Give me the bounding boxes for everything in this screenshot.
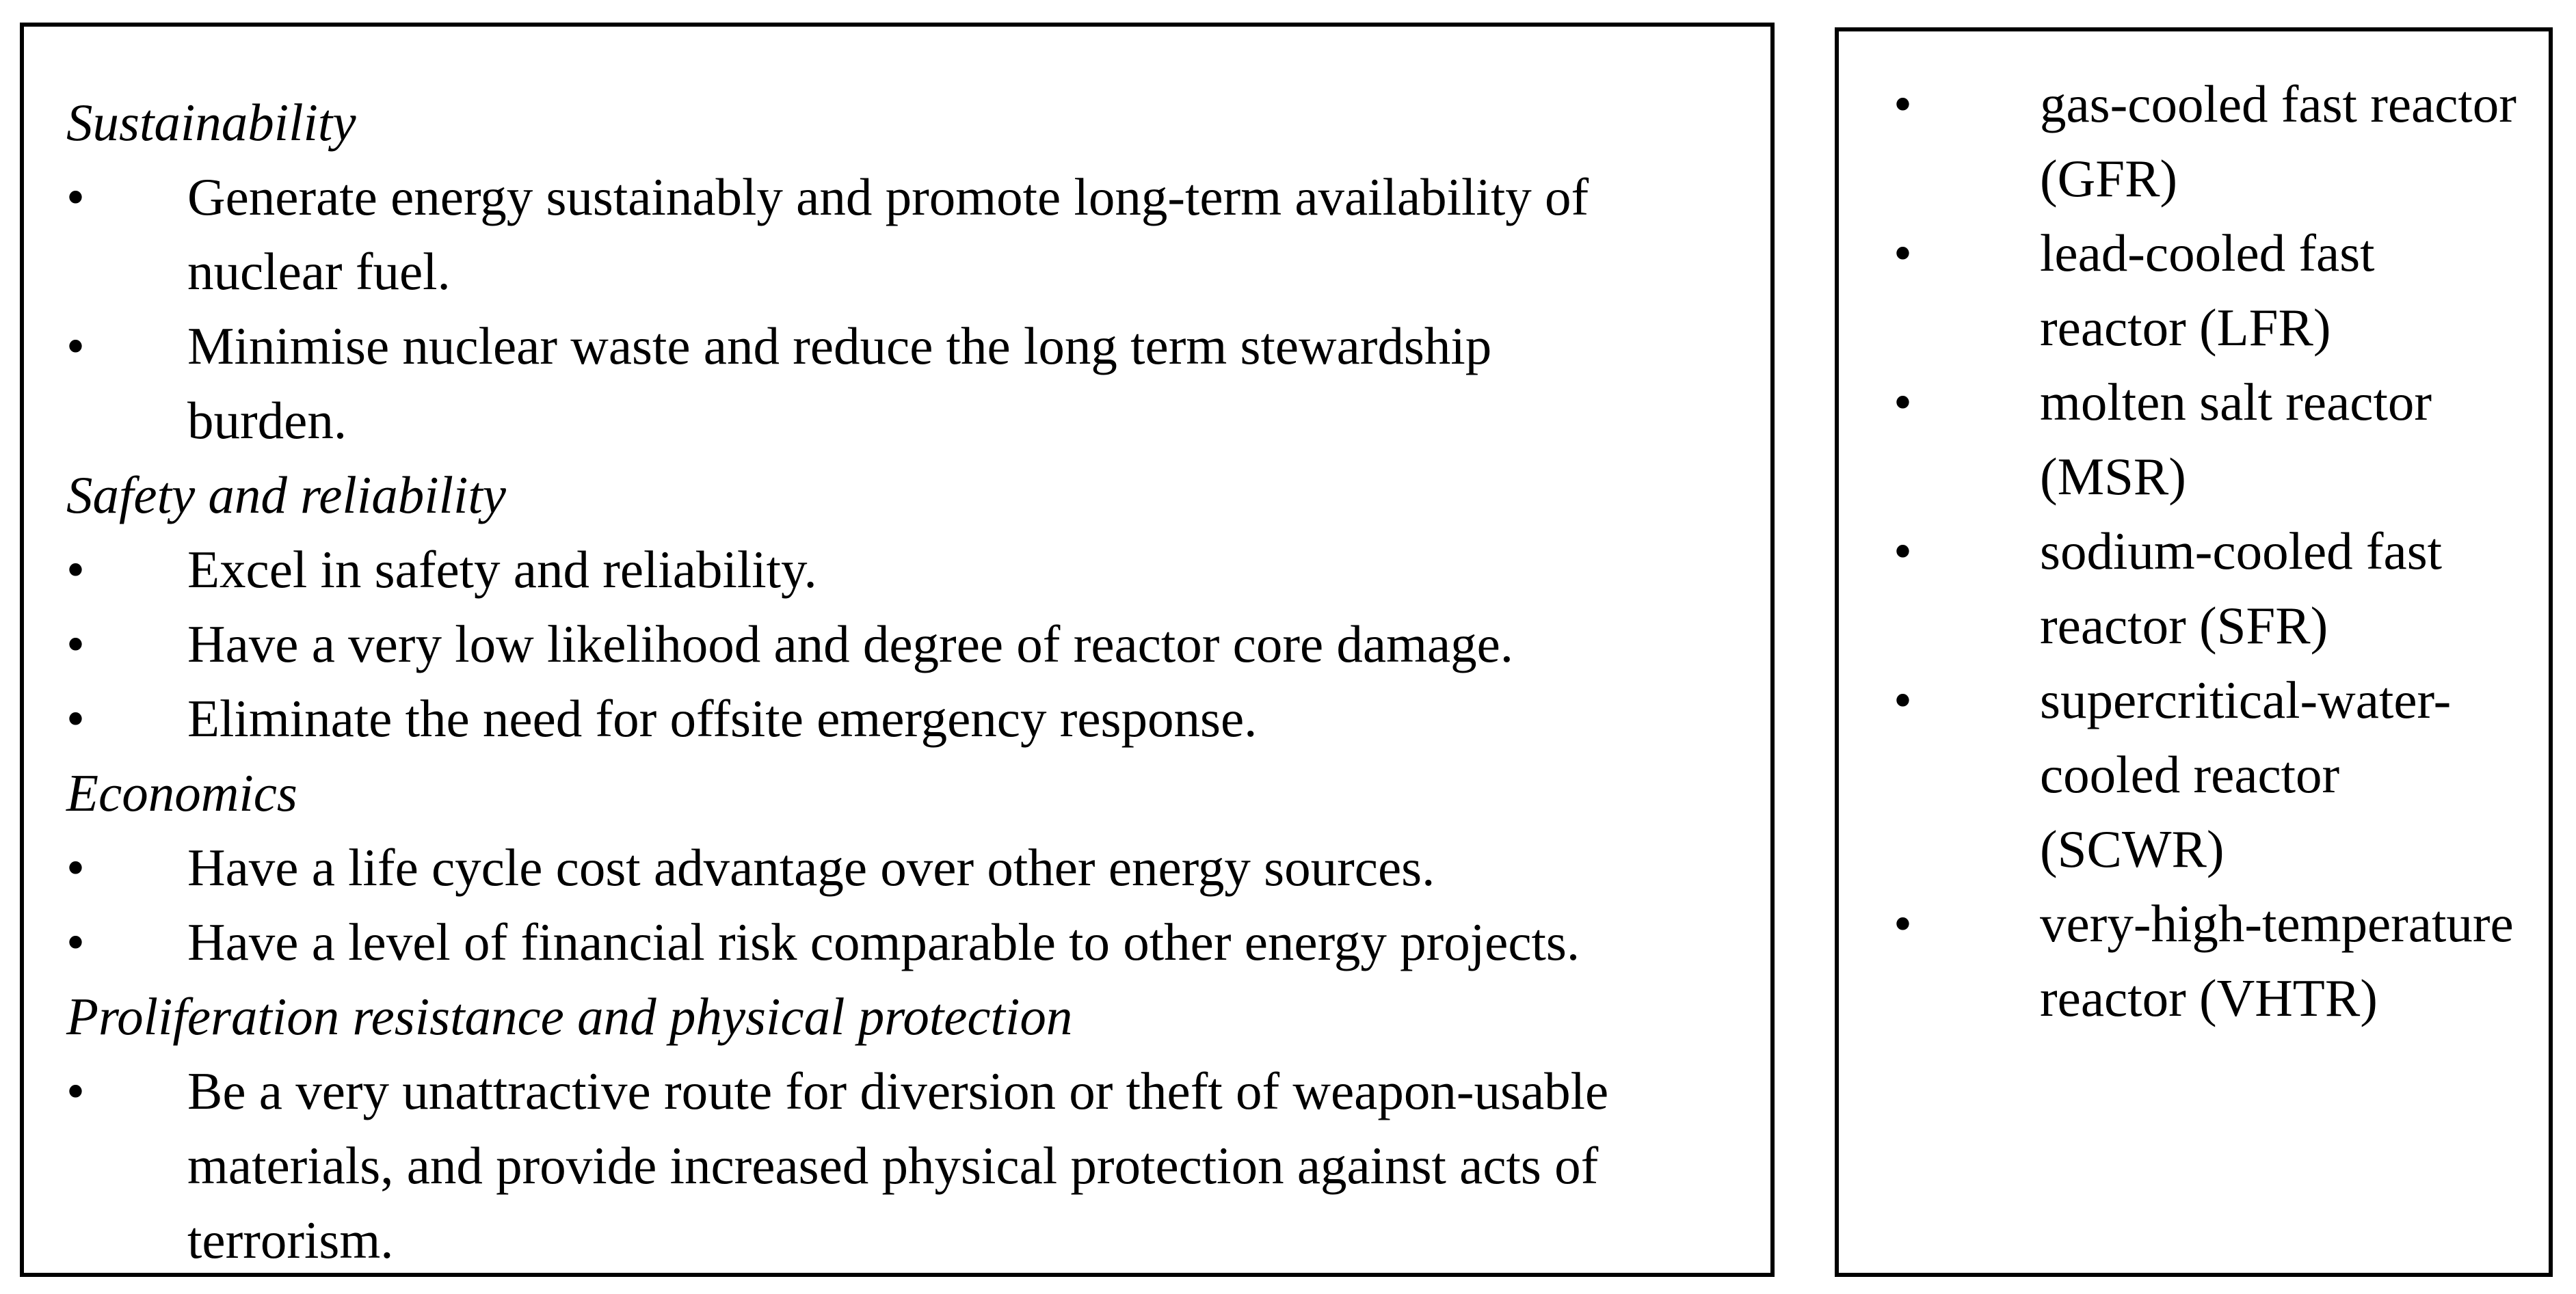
bullet-text bbox=[187, 160, 1749, 309]
bullet-text bbox=[187, 309, 1749, 458]
bullet-text bbox=[187, 1054, 1749, 1278]
bullet-item-reactor bbox=[1894, 514, 2536, 663]
bullet-text-line: terrorism. bbox=[187, 1211, 394, 1269]
bullet-text-line: Generate energy sustainably and promote long-term availability of bbox=[187, 167, 1589, 226]
bullet-text-line: very-high-temperature bbox=[2040, 894, 2514, 953]
bullet-text-line: Have a very low likelihood and degree of reactor core damage. bbox=[187, 615, 1514, 673]
bullet-text-line: Minimise nuclear waste and reduce the long term stewardship bbox=[187, 316, 1492, 375]
goal-heading: Sustainability bbox=[66, 93, 356, 152]
bullet-text bbox=[2040, 663, 2536, 887]
bullet-marker: • bbox=[1894, 671, 1912, 729]
bullet-item-goal bbox=[66, 533, 1749, 607]
bullet-text-line: burden. bbox=[187, 391, 347, 450]
bullet-item-reactor bbox=[1894, 887, 2536, 1036]
bullet-marker: • bbox=[1894, 894, 1912, 953]
bullet-item-reactor bbox=[1894, 663, 2536, 887]
bullet-text-line: sodium-cooled fast bbox=[2040, 522, 2443, 580]
bullet-text-line: cooled reactor bbox=[2040, 745, 2340, 804]
bullet-item-goal bbox=[66, 309, 1749, 458]
bullet-marker: • bbox=[66, 316, 85, 375]
bullet-text-line: Be a very unattractive route for diversion or theft of weapon-usable bbox=[187, 1062, 1609, 1120]
bullet-text-line: nuclear fuel. bbox=[187, 242, 451, 301]
bullet-marker: • bbox=[66, 167, 85, 226]
bullet-text-line: gas-cooled fast reactor bbox=[2040, 75, 2517, 133]
bullet-item-goal bbox=[66, 160, 1749, 309]
bullet-text bbox=[187, 831, 1749, 905]
bullet-item-reactor bbox=[1894, 67, 2536, 216]
bullet-text bbox=[2040, 887, 2536, 1036]
bullet-text bbox=[187, 682, 1749, 756]
bullet-text-line: supercritical-water- bbox=[2040, 671, 2452, 729]
bullet-text-line: molten salt reactor bbox=[2040, 373, 2432, 431]
bullet-item-reactor bbox=[1894, 216, 2536, 365]
bullet-item-goal bbox=[66, 831, 1749, 905]
bullet-text bbox=[187, 905, 1749, 980]
bullet-marker: • bbox=[1894, 224, 1912, 282]
bullet-text bbox=[2040, 365, 2536, 514]
reactors-panel bbox=[1835, 27, 2553, 1277]
bullet-text bbox=[2040, 514, 2536, 663]
bullet-marker: • bbox=[66, 838, 85, 897]
bullet-marker: • bbox=[66, 615, 85, 673]
bullet-text-line: (SCWR) bbox=[2040, 820, 2225, 878]
bullet-text bbox=[2040, 67, 2536, 216]
goal-heading: Economics bbox=[66, 764, 297, 822]
goals-list bbox=[66, 85, 1749, 1278]
bullet-marker: • bbox=[1894, 522, 1912, 580]
bullet-item-reactor bbox=[1894, 365, 2536, 514]
bullet-item-goal bbox=[66, 607, 1749, 682]
bullet-text-line: Eliminate the need for offsite emergency response. bbox=[187, 689, 1258, 748]
bullet-marker: • bbox=[1894, 373, 1912, 431]
bullet-marker: • bbox=[66, 913, 85, 971]
bullet-text-line: Have a level of financial risk comparable to other energy projects. bbox=[187, 913, 1580, 971]
bullet-text-line: Have a life cycle cost advantage over other energy sources. bbox=[187, 838, 1435, 897]
bullet-text bbox=[187, 533, 1749, 607]
bullet-text-line: Excel in safety and reliability. bbox=[187, 540, 817, 599]
bullet-marker: • bbox=[66, 540, 85, 599]
goal-heading: Safety and reliability bbox=[66, 466, 506, 524]
goals-panel bbox=[20, 23, 1775, 1277]
goal-heading: Proliferation resistance and physical protection bbox=[66, 987, 1073, 1046]
bullet-item-goal bbox=[66, 905, 1749, 980]
bullet-item-goal bbox=[66, 682, 1749, 756]
bullet-text-line: materials, and provide increased physical protection against acts of bbox=[187, 1136, 1599, 1195]
bullet-marker: • bbox=[66, 1062, 85, 1120]
bullet-text-line: (MSR) bbox=[2040, 447, 2186, 506]
bullet-text-line: reactor (VHTR) bbox=[2040, 969, 2378, 1027]
bullet-text-line: lead-cooled fast bbox=[2040, 224, 2375, 282]
bullet-marker: • bbox=[66, 689, 85, 748]
bullet-text-line: reactor (LFR) bbox=[2040, 298, 2331, 357]
bullet-marker: • bbox=[1894, 75, 1912, 133]
bullet-text bbox=[2040, 216, 2536, 365]
bullet-text bbox=[187, 607, 1749, 682]
reactors-list bbox=[1894, 67, 2536, 1036]
bullet-text-line: (GFR) bbox=[2040, 149, 2178, 208]
bullet-item-goal bbox=[66, 1054, 1749, 1278]
bullet-text-line: reactor (SFR) bbox=[2040, 596, 2328, 655]
